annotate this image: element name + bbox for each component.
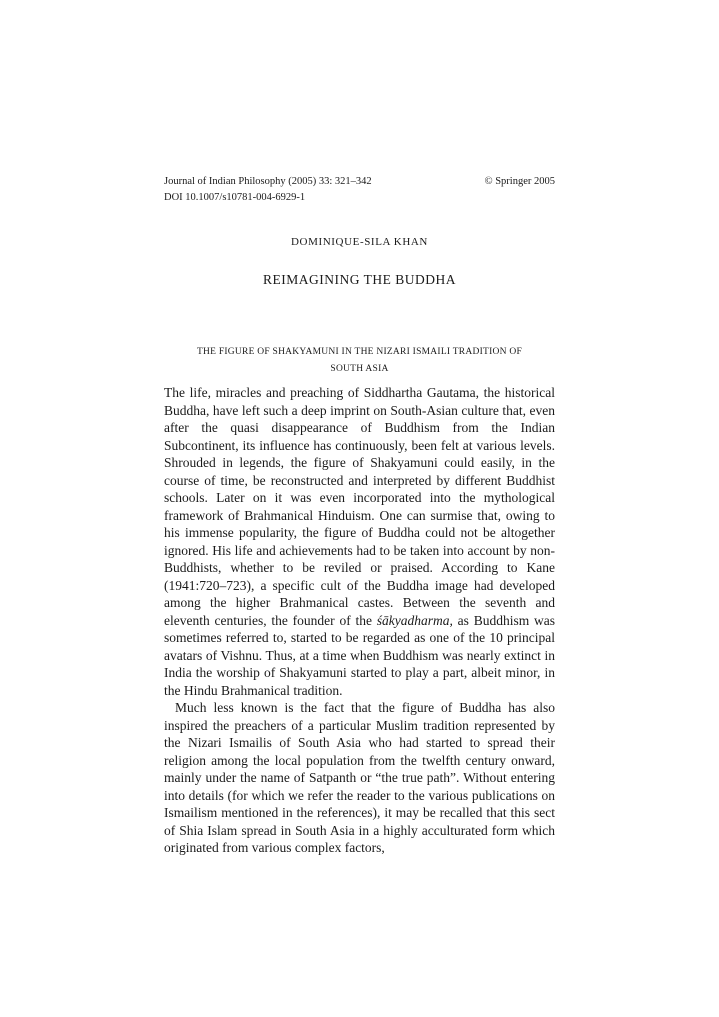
body-text xyxy=(164,384,555,857)
paragraph-2: Much less known is the fact that the figure of Buddha has also inspired the preachers of a particular Muslim tradition represented by the Nizari Ismailis of South Asia who had started to spread their religion among the local population from the twelfth century onward, mainly under the name of Satpanth or “the true path”. Without entering into details (for which we refer the reader to the various publications on Ismailism mentioned in the references), it may be recalled that this sect of Shia Islam spread in South Asia in a highly acculturated form which originated from various complex factors, xyxy=(164,700,555,855)
running-header xyxy=(164,174,555,206)
header-row xyxy=(164,174,555,190)
paragraph-1 xyxy=(164,384,555,699)
author-name: DOMINIQUE-SILA KHAN xyxy=(291,236,428,248)
copyright-notice: © Springer 2005 xyxy=(484,176,555,187)
journal-citation: Journal of Indian Philosophy (2005) 33: 321–342 xyxy=(164,176,372,187)
paragraph-1-text-b: as Buddhism was sometimes referred to, started to be regarded as one of the 10 principal avatars of Vishnu. Thus, at a time when Buddhism was nearly extinct in India the worship of Shakyamuni started to play a part, albeit minor, in the Hindu Brahmanical tradition. xyxy=(164,612,556,698)
article-subtitle xyxy=(164,344,555,378)
doi: DOI 10.1007/s10781-004-6929-1 xyxy=(164,192,306,203)
subtitle-line-1: THE FIGURE OF SHAKYAMUNI IN THE NIZARI ISMAILI TRADITION OF xyxy=(197,347,522,357)
subtitle-line-2: SOUTH ASIA xyxy=(330,364,389,374)
paragraph-1-text-a: The life, miracles and preaching of Siddhartha Gautama, the historical Buddha, have left such a deep imprint on South-Asian culture that, even after the quasi disappearance of Buddhism from the Indian Subcontinent, its influence has continuously, been felt at various levels. Shrouded in legends, the figure of Shakyamuni could easily, in the course of time, be reconstructed and interpreted by different Buddhist schools. Later on it was even incorporated into the mythological framework of Brahmanical Hinduism. One can surmise that, owing to his immense popularity, the figure of Buddha could not be altogether ignored. His life and achievements had to be taken into account by non-Buddhists, whether to be reviled or praised. According to Kane (1941:720–723), a specific cult of the Buddha image had developed among the higher Brahmanical castes. Between the seventh and eleventh centuries, the founder of the xyxy=(164,385,555,628)
article-title: REIMAGINING THE BUDDHA xyxy=(263,272,456,287)
doi-row xyxy=(164,190,555,206)
paragraph-1-italic-term: śākyadharma, xyxy=(376,612,453,628)
